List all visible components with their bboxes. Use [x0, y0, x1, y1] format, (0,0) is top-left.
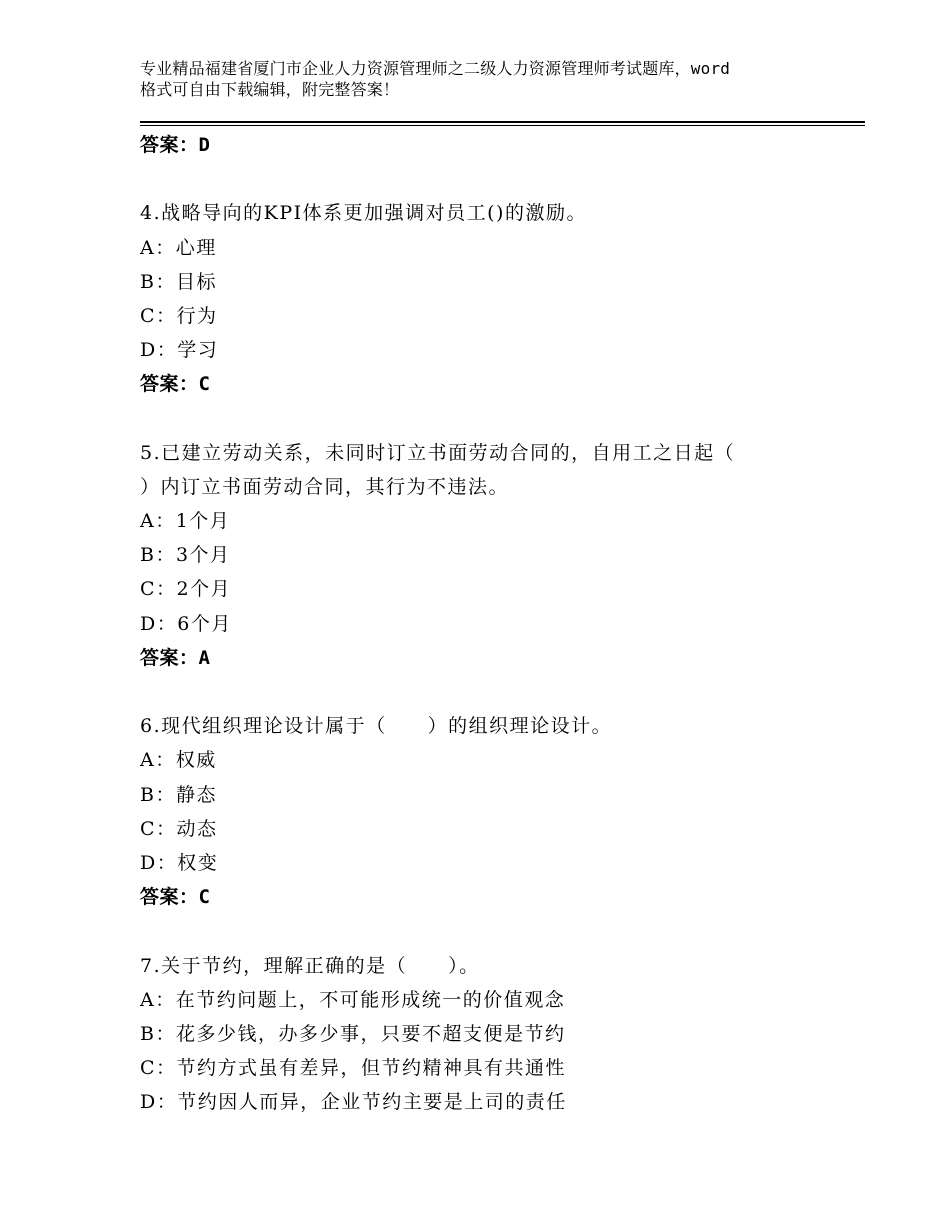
question-stem-continued: ）内订立书面劳动合同，其行为不违法。 [140, 475, 510, 498]
question-block [140, 709, 860, 914]
option-c: C：动态 [140, 817, 218, 840]
answer-line: 答案：D [140, 134, 211, 156]
option-c: C：行为 [140, 304, 218, 327]
answer-line: 答案：C [140, 886, 211, 909]
header-divider-thin [140, 125, 865, 126]
option-a: A：在节约问题上，不可能形成统一的价值观念 [140, 988, 566, 1011]
question-block [140, 949, 860, 1120]
option-d: D：6个月 [140, 612, 232, 635]
question-list [140, 128, 860, 1119]
option-d: D：学习 [140, 339, 219, 362]
spacer [140, 162, 860, 196]
question-stem: 5.已建立劳动关系，未同时订立书面劳动合同的，自用工之日起（ [140, 441, 736, 464]
option-c: C：节约方式虽有差异，但节约精神具有共通性 [140, 1057, 567, 1080]
option-b: B：静态 [140, 783, 217, 806]
header-divider-thick [140, 121, 865, 123]
option-a: A：权威 [140, 749, 217, 772]
question-block [140, 196, 860, 401]
spacer [140, 402, 860, 436]
answer-line: 答案：C [140, 373, 211, 396]
answer-line: 答案：A [140, 646, 211, 669]
question-stem: 7.关于节约，理解正确的是（ ）。 [140, 954, 480, 977]
option-a: A：1个月 [140, 510, 231, 533]
option-b: B：3个月 [140, 544, 231, 567]
question-block [140, 436, 860, 675]
question-stem: 4.战略导向的KPI体系更加强调对员工()的激励。 [140, 202, 587, 225]
option-b: B：花多少钱，办多少事，只要不超支便是节约 [140, 1022, 566, 1045]
header-line-1: 专业精品福建省厦门市企业人力资源管理师之二级人力资源管理师考试题库，word [140, 59, 731, 78]
option-c: C：2个月 [140, 578, 232, 601]
header-line-2: 格式可自由下载编辑，附完整答案！ [140, 80, 400, 99]
spacer [140, 914, 860, 948]
document-header [140, 58, 840, 100]
spacer [140, 675, 860, 709]
option-b: B：目标 [140, 270, 217, 293]
option-d: D：节约因人而异，企业节约主要是上司的责任 [140, 1091, 567, 1114]
question-stem: 6.现代组织理论设计属于（ ）的组织理论设计。 [140, 715, 613, 738]
option-d: D：权变 [140, 851, 219, 874]
option-a: A：心理 [140, 236, 217, 259]
